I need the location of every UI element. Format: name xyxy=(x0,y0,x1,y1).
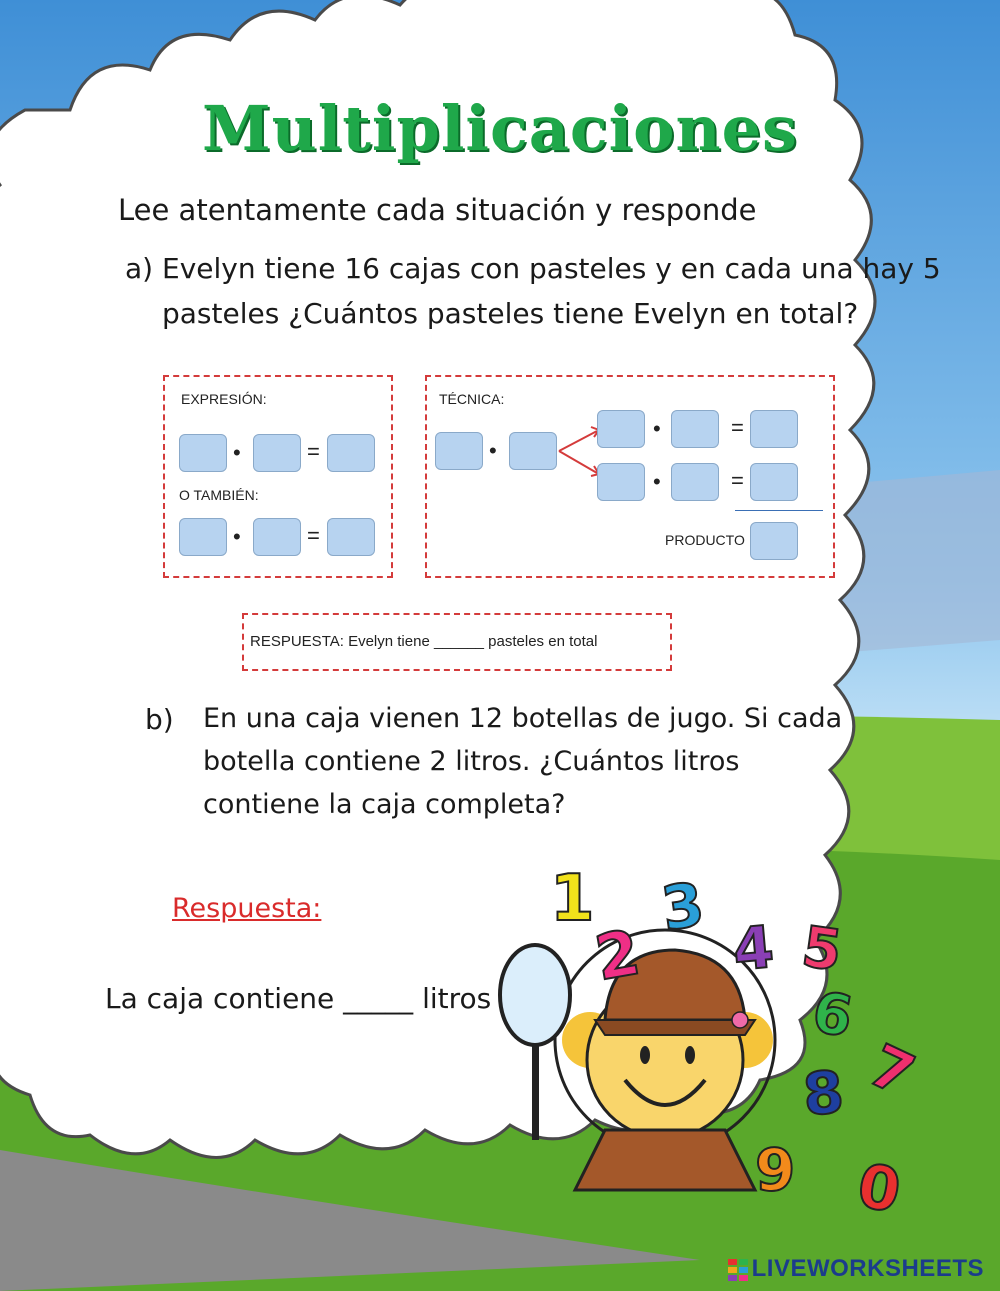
tech-factor1-input[interactable] xyxy=(435,432,483,470)
digit-1: 1 xyxy=(550,862,595,936)
digit-3: 3 xyxy=(657,869,709,945)
expr-dot: • xyxy=(233,440,241,465)
question-a-letter: a) xyxy=(125,252,154,285)
digit-2: 2 xyxy=(589,915,646,995)
page-title: Multiplicaciones xyxy=(202,92,798,165)
tech-row2-dot: • xyxy=(653,469,661,494)
also-label: O TAMBIÉN: xyxy=(179,487,259,503)
also-factor2-input[interactable] xyxy=(253,518,301,556)
digit-4: 4 xyxy=(730,912,777,984)
question-b-line1: En una caja vienen 12 botellas de jugo. Si cada xyxy=(203,703,843,734)
response-label: Respuesta: xyxy=(172,893,322,924)
expression-label: EXPRESIÓN: xyxy=(181,391,267,407)
also-result-input[interactable] xyxy=(327,518,375,556)
branch-arrows xyxy=(557,417,602,487)
tech-row1-result-input[interactable] xyxy=(750,410,798,448)
technique-box xyxy=(425,375,835,578)
digit-5: 5 xyxy=(798,914,846,985)
digit-0: 0 xyxy=(852,1150,906,1228)
also-dot: • xyxy=(233,524,241,549)
tech-row2-equals: = xyxy=(731,468,744,493)
detective-illustration xyxy=(495,860,955,1230)
question-b-letter: b) xyxy=(145,703,174,736)
expr-result-input[interactable] xyxy=(327,434,375,472)
instruction-text: Lee atentamente cada situación y responde xyxy=(118,193,757,227)
liveworksheets-badge-icon xyxy=(728,1259,748,1281)
expr-factor1-input[interactable] xyxy=(179,434,227,472)
liveworksheets-logo xyxy=(728,1255,984,1283)
tech-dot: • xyxy=(489,438,497,463)
expr-equals: = xyxy=(307,439,320,464)
digit-6: 6 xyxy=(807,979,858,1051)
question-a-line2: pasteles ¿Cuántos pasteles tiene Evelyn en total? xyxy=(162,297,859,330)
tech-row1-factor1-input[interactable] xyxy=(597,410,645,448)
expr-factor2-input[interactable] xyxy=(253,434,301,472)
watermark-text: LIVEWORKSHEETS xyxy=(751,1255,984,1282)
tech-product-input[interactable] xyxy=(750,522,798,560)
question-b-line2: botella contiene 2 litros. ¿Cuántos litros xyxy=(203,746,740,777)
technique-label: TÉCNICA: xyxy=(439,391,505,407)
sum-line xyxy=(735,510,823,511)
digit-9: 9 xyxy=(755,1136,796,1204)
answer-b-blank-input[interactable] xyxy=(330,982,410,1016)
product-label: PRODUCTO xyxy=(665,532,745,548)
tech-factor2-input[interactable] xyxy=(509,432,557,470)
tech-row1-equals: = xyxy=(731,415,744,440)
tech-row1-factor2-input[interactable] xyxy=(671,410,719,448)
digit-7: 7 xyxy=(859,1031,925,1110)
tech-row2-factor2-input[interactable] xyxy=(671,463,719,501)
digit-8: 8 xyxy=(800,1057,847,1129)
also-equals: = xyxy=(307,523,320,548)
answer-a-blank-input[interactable] xyxy=(455,632,517,654)
also-factor1-input[interactable] xyxy=(179,518,227,556)
question-b-line3: contiene la caja completa? xyxy=(203,789,566,820)
magnifier-icon xyxy=(500,945,570,1045)
tech-row2-result-input[interactable] xyxy=(750,463,798,501)
tech-row2-factor1-input[interactable] xyxy=(597,463,645,501)
answer-a-text: RESPUESTA: Evelyn tiene ______ pasteles en total xyxy=(250,633,598,650)
answer-b-text: La caja contiene _____ litros xyxy=(105,982,492,1015)
question-a-line1: Evelyn tiene 16 cajas con pasteles y en cada una hay 5 xyxy=(162,252,941,285)
tech-row1-dot: • xyxy=(653,416,661,441)
expression-box xyxy=(163,375,393,578)
